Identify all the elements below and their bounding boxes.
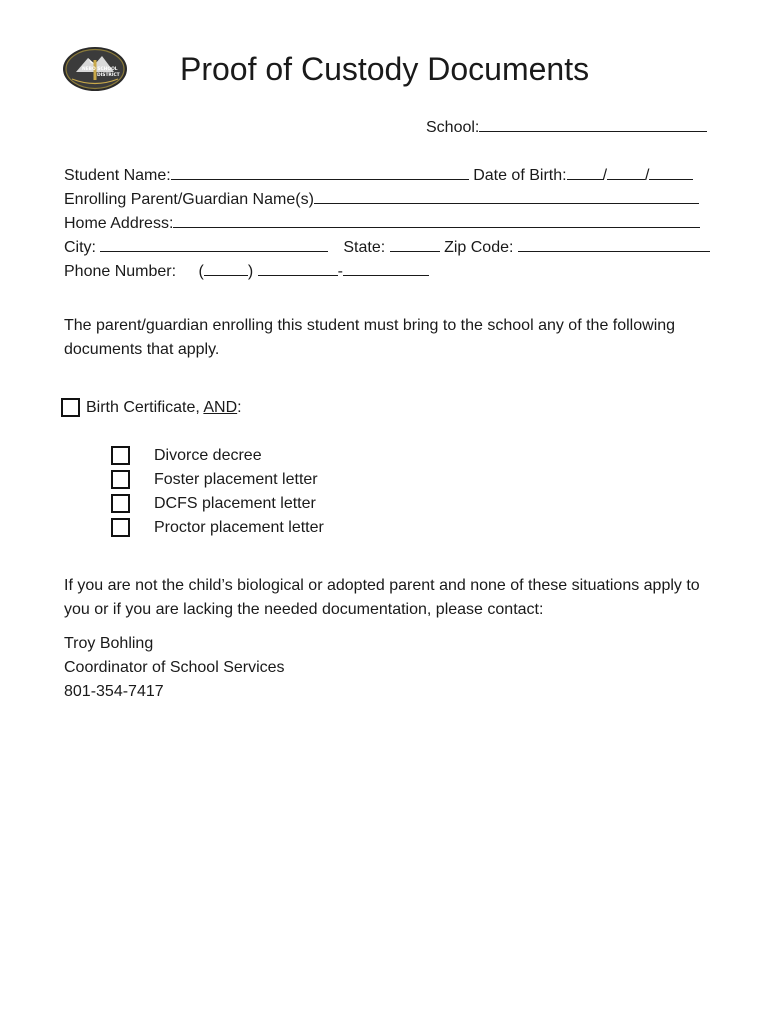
zip-label: Zip Code: — [444, 239, 514, 256]
city-label: City: — [64, 239, 96, 256]
school-row — [426, 116, 707, 138]
student-name-label: Student Name: — [64, 167, 171, 184]
phone-paren-open: ( — [198, 263, 204, 280]
phone-paren-close: ) — [247, 263, 254, 280]
district-logo — [62, 46, 128, 92]
address-field[interactable] — [173, 212, 700, 228]
phone-label: Phone Number: — [64, 263, 177, 280]
birth-certificate-label: Birth Certificate, AND: — [86, 399, 242, 416]
guardian-field[interactable] — [314, 188, 699, 204]
phone-area-code-field[interactable] — [204, 260, 248, 276]
district-logo-icon — [62, 46, 128, 92]
proctor-placement-checkbox[interactable] — [111, 518, 130, 537]
school-field[interactable] — [479, 116, 707, 132]
contact-note-text: If you are not the child’s biological or adopted parent and none of these situations apply to you or if you are lacking the needed documentation, please contact: — [64, 577, 700, 618]
school-label: School: — [426, 119, 480, 136]
phone-dash: - — [337, 263, 343, 280]
dob-year-field[interactable] — [649, 164, 693, 180]
foster-placement-label: Foster placement letter — [154, 471, 318, 488]
and-emphasis: AND — [203, 399, 238, 416]
student-name-field[interactable] — [171, 164, 469, 180]
student-name-row — [64, 164, 693, 186]
divorce-decree-checkbox[interactable] — [111, 446, 130, 465]
logo-text-top: NEBO SCHOOL — [82, 67, 118, 72]
contact-title: Coordinator of School Services — [64, 659, 285, 676]
address-row — [64, 212, 700, 234]
dob-label: Date of Birth: — [473, 167, 567, 184]
divorce-decree-label: Divorce decree — [154, 447, 262, 464]
dob-separator-1: / — [602, 167, 608, 184]
zip-field[interactable] — [518, 236, 710, 252]
state-label: State: — [343, 239, 386, 256]
foster-placement-checkbox[interactable] — [111, 470, 130, 489]
logo-text-bottom: DISTRICT — [97, 73, 120, 78]
state-field[interactable] — [390, 236, 440, 252]
phone-line-field[interactable] — [343, 260, 429, 276]
instructions-text: The parent/guardian enrolling this student must bring to the school any of the following documents that apply. — [64, 317, 676, 358]
address-label: Home Address: — [64, 215, 174, 232]
phone-prefix-field[interactable] — [258, 260, 338, 276]
guardian-row — [64, 188, 699, 210]
page-title: Proof of Custody Documents — [180, 51, 590, 87]
city-field[interactable] — [100, 236, 328, 252]
birth-certificate-checkbox[interactable] — [61, 398, 80, 417]
dob-day-field[interactable] — [607, 164, 645, 180]
dcfs-placement-checkbox[interactable] — [111, 494, 130, 513]
city-state-zip-row — [64, 236, 710, 258]
dob-month-field[interactable] — [567, 164, 603, 180]
guardian-label: Enrolling Parent/Guardian Name(s) — [64, 191, 314, 208]
contact-phone: 801-354-7417 — [64, 683, 164, 700]
dob-separator-2: / — [645, 167, 650, 184]
dcfs-placement-label: DCFS placement letter — [154, 495, 316, 512]
proctor-placement-label: Proctor placement letter — [154, 519, 324, 536]
phone-row — [64, 260, 429, 282]
contact-name: Troy Bohling — [64, 635, 154, 652]
